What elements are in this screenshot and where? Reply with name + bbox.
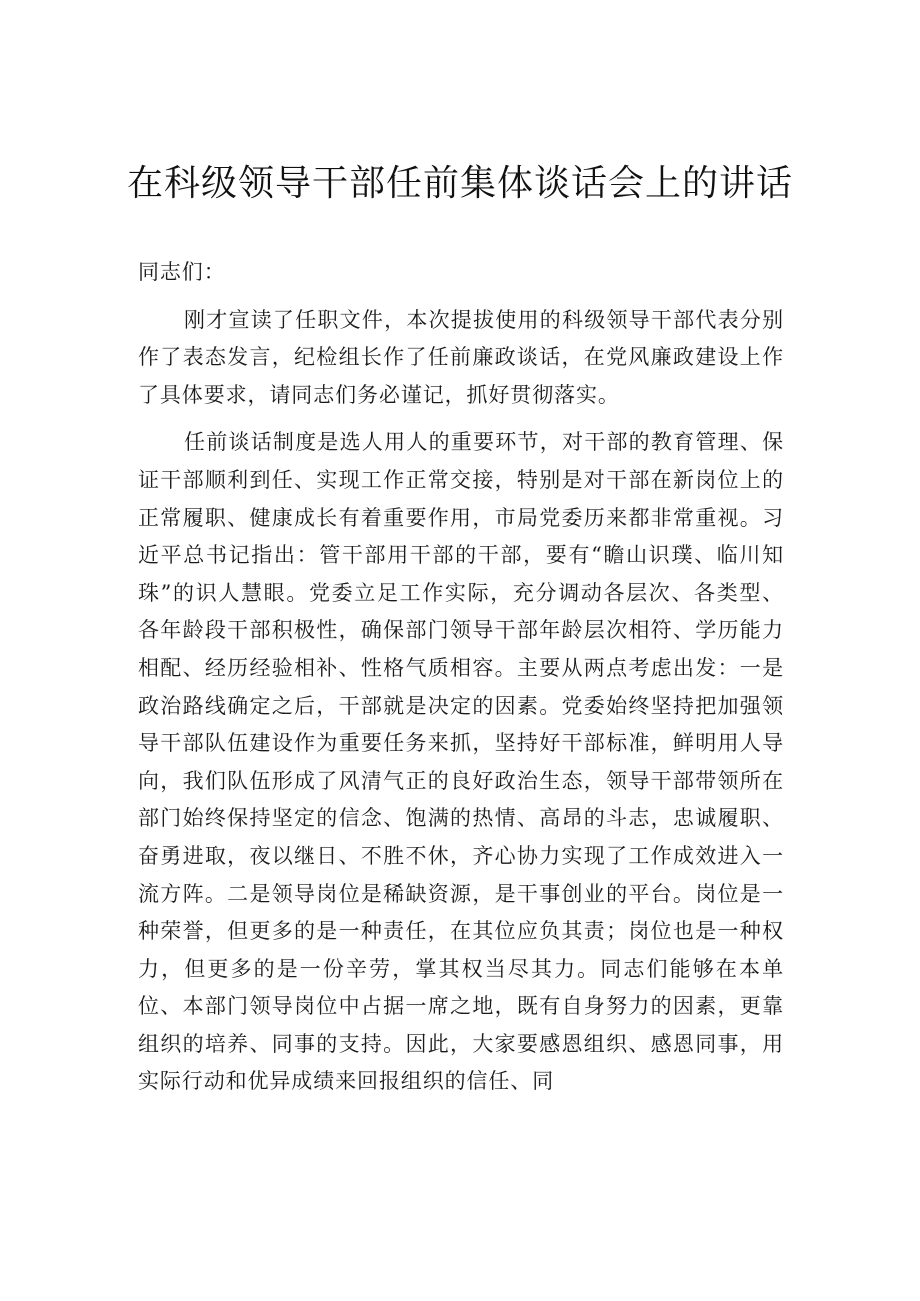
greeting: 同志们：	[138, 260, 226, 284]
paragraph-1: 刚才宣读了任职文件，本次提拔使用的科级领导干部代表分别作了表态发言，纪检组长作了任前廉政谈话，在党风廉政建设上作了具体要求，请同志们务必谨记，抓好贯彻落实。	[138, 307, 784, 407]
paragraph-2: 任前谈话制度是选人用人的重要环节，对干部的教育管理、保证干部顺利到任、实现工作正常交接，特别是对干部在新岗位上的正常履职、健康成长有着重要作用，市局党委历来都非常重视。习近平总书记指出：管干部用干部的干部，要有“瞻山识璞、临川知珠”的识人慧眼。党委立足工作实际，充分调动各层次、各类型、各年龄段干部积极性，确保部门领导干部年龄层次相符、学历能力相配、经历经验相补、性格气质相容。主要从两点考虑出发：一是政治路线确定之后，干部就是决定的因素。党委始终坚持把加强领导干部队伍建设作为重要任务来抓，坚持好干部标准，鲜明用人导向，我们队伍形成了风清气正的良好政治生态，领导干部带领所在部门始终保持坚定的信念、饱满的热情、高昂的斗志，忠诚履职、奋勇进取，夜以继日、不胜不休，齐心协力实现了工作成效进入一流方阵。二是领导岗位是稀缺资源，是干事创业的平台。岗位是一种荣誉，但更多的是一种责任，在其位应负其责；岗位也是一种权力，但更多的是一份辛劳，掌其权当尽其力。同志们能够在本单位、本部门领导岗位中占据一席之地，既有自身努力的因素，更靠组织的培养、同事的支持。因此，大家要感恩组织、感恩同事，用实际行动和优异成绩来回报组织的信任、同	[138, 430, 784, 1094]
document-title: 在科级领导干部任前集体谈话会上的讲话	[126, 163, 793, 204]
document-body	[138, 254, 784, 1111]
